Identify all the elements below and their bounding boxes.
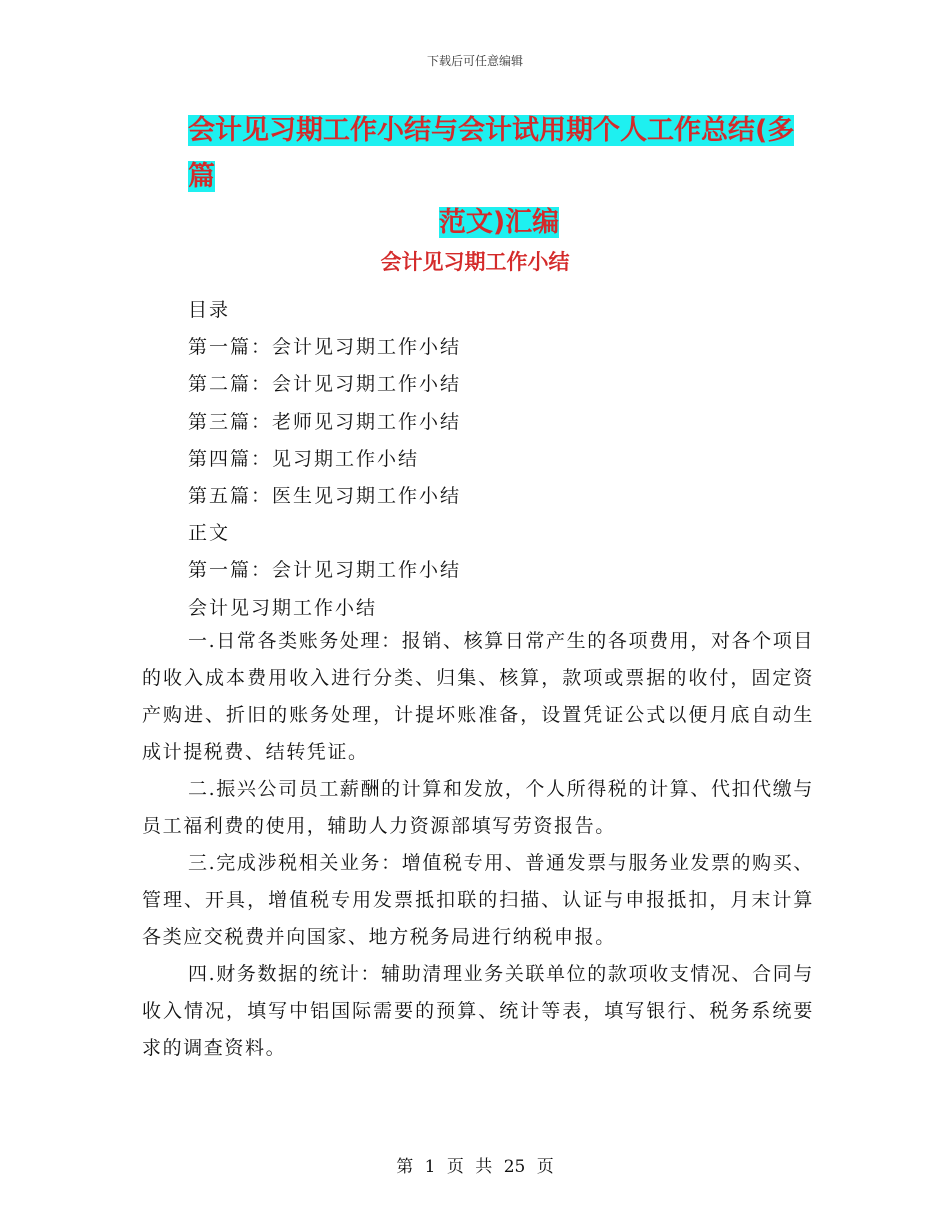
- paragraph: 四.财务数据的统计：辅助清理业务关联单位的款项收支情况、合同与收入情况，填写中铝国际需要的预算、统计等表，填写银行、税务系统要求的调查资料。: [142, 963, 814, 1059]
- first-section-title: 会计见习期工作小结: [188, 596, 378, 619]
- section-title: 会计见习期工作小结: [380, 250, 570, 274]
- document-title-line-1: 会计见习期工作小结与会计试用期个人工作总结(多篇: [188, 115, 795, 192]
- toc-heading: 目录: [188, 299, 231, 321]
- header-note: 下载后可任意编辑: [426, 54, 523, 68]
- toc-item: 第三篇：老师见习期工作小结: [188, 410, 462, 433]
- table-of-contents: [188, 292, 808, 627]
- body-text: [142, 623, 814, 1067]
- page-number-footer: 第 1 页 共 25 页: [396, 1157, 554, 1177]
- body-heading: 正文: [188, 522, 231, 545]
- document-title-line-2: 范文)汇编: [438, 207, 560, 238]
- toc-item: 第五篇：医生见习期工作小结: [188, 484, 462, 507]
- toc-item: 第二篇：会计见习期工作小结: [188, 373, 462, 396]
- toc-item: 第一篇：会计见习期工作小结: [188, 336, 462, 359]
- toc-item: 第四篇：见习期工作小结: [188, 447, 420, 470]
- paragraph: 一.日常各类账务处理：报销、核算日常产生的各项费用，对各个项目的收入成本费用收入进行分类、归集、核算，款项或票据的收付，固定资产购进、折旧的账务处理，计提坏账准备，设置凭证公式以便月底自动生成计提税费、结转凭证。: [142, 630, 814, 763]
- document-title: [188, 108, 810, 246]
- first-section-heading: 第一篇：会计见习期工作小结: [188, 559, 462, 582]
- paragraph: 三.完成涉税相关业务：增值税专用、普通发票与服务业发票的购买、管理、开具，增值税专用发票抵扣联的扫描、认证与申报抵扣，月末计算各类应交税费并向国家、地方税务局进行纳税申报。: [142, 852, 814, 948]
- paragraph: 二.振兴公司员工薪酬的计算和发放，个人所得税的计算、代扣代缴与员工福利费的使用，辅助人力资源部填写劳资报告。: [142, 778, 814, 837]
